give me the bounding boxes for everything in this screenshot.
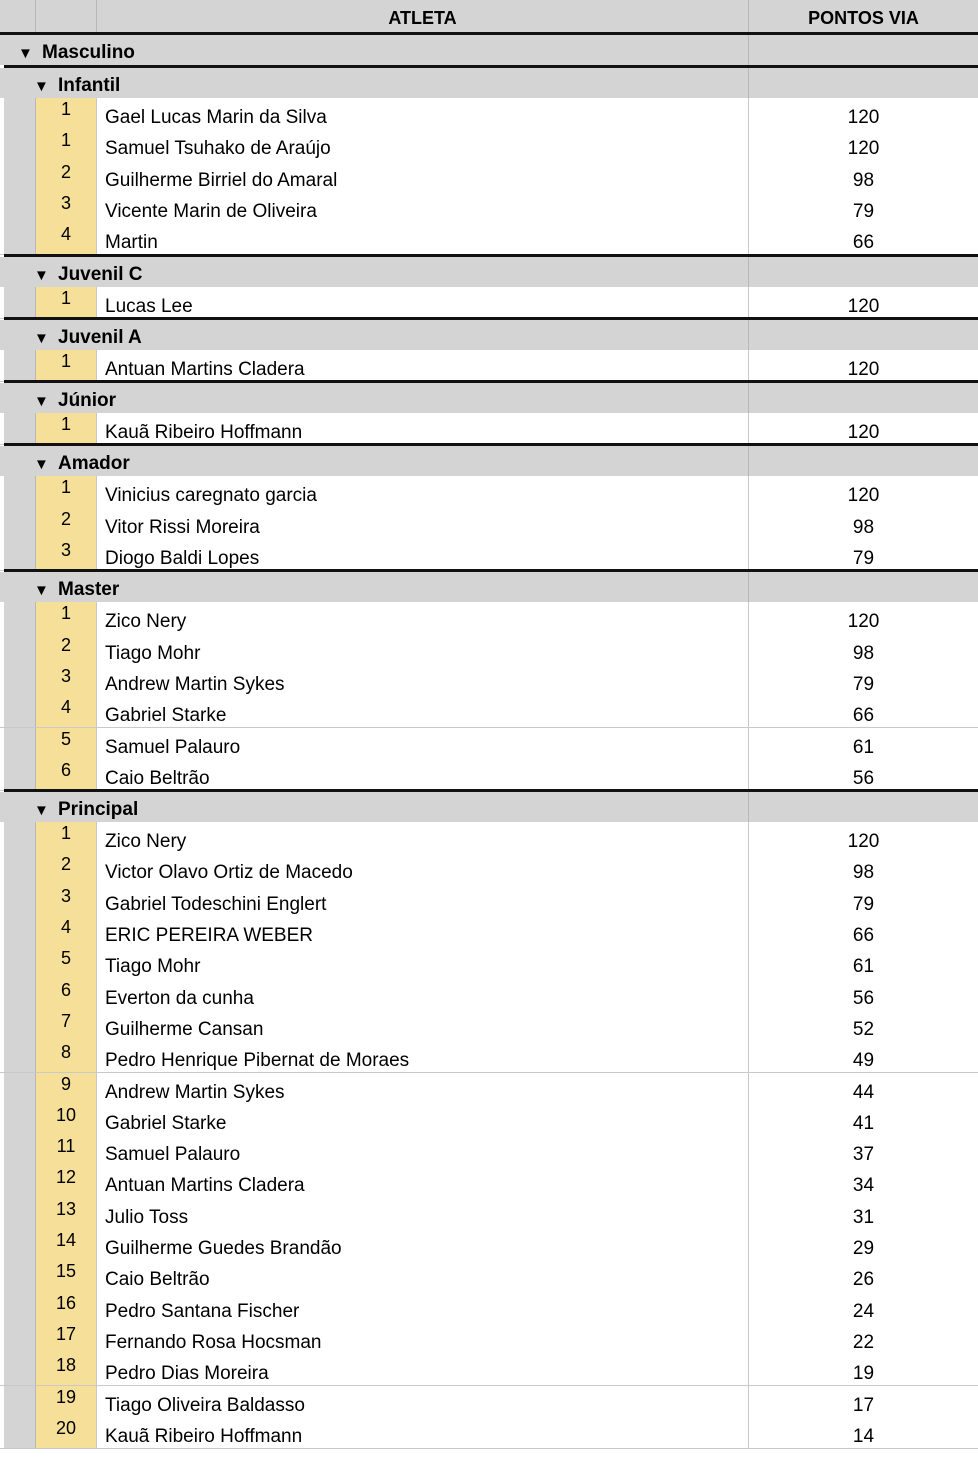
points-cell[interactable]: 98 xyxy=(852,169,875,191)
row-gutter xyxy=(4,1323,36,1354)
category-row[interactable] xyxy=(0,383,978,413)
points-cell[interactable]: 120 xyxy=(847,358,880,380)
group-label: Juvenil A xyxy=(58,326,142,348)
row-gutter xyxy=(4,98,36,129)
row-gutter xyxy=(4,129,36,160)
points-cell[interactable]: 37 xyxy=(852,1144,875,1166)
row-gutter xyxy=(4,885,36,916)
rank-cell[interactable]: 3 xyxy=(36,539,97,570)
points-cell[interactable]: 29 xyxy=(852,1238,875,1259)
rank-cell[interactable]: 3 xyxy=(36,885,97,916)
points-cell[interactable]: 24 xyxy=(852,1300,875,1322)
group-label: Principal xyxy=(58,799,139,821)
group-label-cell xyxy=(4,35,749,65)
rank-cell[interactable]: 4 xyxy=(36,916,97,947)
athlete-name-cell[interactable]: Vinicius caregnato garcia xyxy=(97,476,749,507)
row-gutter xyxy=(4,350,36,381)
points-cell[interactable]: 98 xyxy=(852,642,875,664)
athlete-name-cell[interactable]: Samuel Palauro xyxy=(97,728,749,759)
row-gutter xyxy=(4,979,36,1010)
rank-cell[interactable]: 3 xyxy=(36,665,97,696)
athlete-name-cell[interactable]: Pedro Dias Moreira xyxy=(97,1354,749,1385)
rank-cell[interactable]: 16 xyxy=(36,1292,97,1323)
group-points-cell xyxy=(749,572,978,602)
points-cell[interactable]: 79 xyxy=(852,548,875,569)
athlete-name-cell[interactable]: Caio Beltrão xyxy=(97,759,749,790)
athlete-name-cell[interactable]: Tiago Oliveira Baldasso xyxy=(97,1386,749,1417)
table-row[interactable] xyxy=(0,822,978,854)
points-cell[interactable]: 31 xyxy=(852,1206,875,1228)
rank-cell[interactable]: 1 xyxy=(36,98,97,129)
athlete-name-cell[interactable]: Martin xyxy=(97,223,749,254)
row-gutter xyxy=(4,413,36,444)
group-label-cell xyxy=(4,320,749,350)
rank-cell[interactable]: 14 xyxy=(36,1229,97,1260)
points-cell[interactable]: 120 xyxy=(847,485,880,507)
rank-cell[interactable]: 12 xyxy=(36,1166,97,1197)
group-label-cell xyxy=(4,383,749,413)
athlete-name-cell[interactable]: Tiago Mohr xyxy=(97,634,749,665)
points-cell[interactable]: 120 xyxy=(847,611,880,633)
row-gutter xyxy=(4,1229,36,1260)
rank-cell[interactable]: 18 xyxy=(36,1354,97,1385)
athlete-name-cell[interactable]: Zico Nery xyxy=(97,822,749,853)
group-label-cell xyxy=(4,68,749,98)
rank-cell[interactable]: 7 xyxy=(36,1010,97,1041)
athlete-name-cell[interactable]: Vitor Rissi Moreira xyxy=(97,508,749,539)
table-row[interactable] xyxy=(0,1104,978,1136)
athlete-name-cell[interactable]: Pedro Santana Fischer xyxy=(97,1292,749,1323)
points-cell[interactable]: 61 xyxy=(852,956,875,978)
athlete-name-cell[interactable]: ERIC PEREIRA WEBER xyxy=(97,916,749,947)
header-athlete[interactable]: ATLETA xyxy=(97,0,749,32)
rank-cell[interactable]: 11 xyxy=(36,1135,97,1166)
table-row[interactable] xyxy=(0,979,978,1011)
points-cell[interactable]: 17 xyxy=(852,1394,875,1416)
rank-cell[interactable]: 1 xyxy=(36,602,97,633)
athlete-name-cell[interactable]: Diogo Baldi Lopes xyxy=(97,539,749,570)
row-gutter xyxy=(4,1198,36,1229)
disclosure-triangle-down-icon[interactable]: ▼ xyxy=(34,582,49,600)
points-cell[interactable]: 98 xyxy=(852,862,875,884)
table-row[interactable] xyxy=(0,1135,978,1167)
row-gutter xyxy=(4,1386,36,1417)
table-row[interactable] xyxy=(0,1354,978,1386)
points-cell[interactable]: 34 xyxy=(852,1175,875,1197)
group-points-cell xyxy=(749,35,978,65)
points-cell[interactable]: 120 xyxy=(847,107,880,128)
rank-cell[interactable]: 2 xyxy=(36,508,97,539)
athlete-name-cell[interactable]: Vicente Marin de Oliveira xyxy=(97,192,749,223)
points-cell[interactable]: 120 xyxy=(847,831,880,853)
group-label: Amador xyxy=(58,453,130,475)
disclosure-triangle-down-icon[interactable]: ▼ xyxy=(34,393,49,411)
category-row[interactable] xyxy=(0,320,978,350)
row-gutter xyxy=(4,508,36,539)
rank-cell[interactable]: 19 xyxy=(36,1386,97,1417)
row-gutter xyxy=(4,665,36,696)
table-row[interactable] xyxy=(0,853,978,885)
rank-cell[interactable]: 6 xyxy=(36,759,97,790)
athlete-name-cell[interactable]: Antuan Martins Cladera xyxy=(97,1166,749,1197)
table-row[interactable] xyxy=(0,696,978,728)
row-gutter xyxy=(4,287,36,318)
table-row[interactable] xyxy=(0,1198,978,1230)
header-points[interactable]: PONTOS VIA xyxy=(749,0,978,32)
athlete-name-cell[interactable]: Samuel Palauro xyxy=(97,1135,749,1166)
points-cell[interactable]: 120 xyxy=(847,422,880,444)
row-gutter xyxy=(4,161,36,192)
group-points-cell xyxy=(749,320,978,350)
row-gutter xyxy=(4,1292,36,1323)
athlete-name-cell[interactable]: Victor Olavo Ortiz de Macedo xyxy=(97,853,749,884)
row-gutter xyxy=(4,476,36,507)
rank-cell[interactable]: 6 xyxy=(36,979,97,1010)
points-cell[interactable]: 61 xyxy=(852,736,875,758)
athlete-name-cell[interactable]: Gael Lucas Marin da Silva xyxy=(97,98,749,129)
row-gutter xyxy=(4,1166,36,1197)
rank-cell[interactable]: 8 xyxy=(36,1041,97,1072)
rank-cell[interactable]: 2 xyxy=(36,634,97,665)
category-row[interactable] xyxy=(0,792,978,822)
category-row[interactable] xyxy=(0,572,978,602)
rank-cell[interactable]: 1 xyxy=(36,822,97,853)
table-row[interactable] xyxy=(0,129,978,161)
points-cell[interactable]: 44 xyxy=(852,1081,875,1103)
table-row[interactable] xyxy=(0,602,978,634)
row-gutter xyxy=(4,1135,36,1166)
points-cell[interactable]: 79 xyxy=(852,200,875,222)
disclosure-triangle-down-icon[interactable]: ▼ xyxy=(18,45,33,62)
group-label-cell xyxy=(4,572,749,602)
athlete-name-cell[interactable]: Andrew Martin Sykes xyxy=(97,1073,749,1104)
athlete-name-cell[interactable]: Lucas Lee xyxy=(97,287,749,318)
athlete-name-cell[interactable]: Kauã Ribeiro Hoffmann xyxy=(97,1417,749,1448)
points-cell[interactable]: 41 xyxy=(852,1112,875,1134)
rank-cell[interactable]: 10 xyxy=(36,1104,97,1135)
athlete-name-cell[interactable]: Andrew Martin Sykes xyxy=(97,665,749,696)
points-cell[interactable]: 79 xyxy=(852,893,875,915)
table-row[interactable] xyxy=(0,1166,978,1198)
points-cell[interactable]: 98 xyxy=(852,516,875,538)
group-points-cell xyxy=(749,446,978,476)
table-row[interactable] xyxy=(0,759,978,791)
points-cell[interactable]: 52 xyxy=(852,1018,875,1040)
points-cell[interactable]: 56 xyxy=(852,767,875,789)
row-gutter xyxy=(4,1041,36,1072)
row-gutter xyxy=(4,947,36,978)
group-label-cell xyxy=(4,792,749,822)
rank-cell[interactable]: 4 xyxy=(36,223,97,254)
group-label-cell xyxy=(4,446,749,476)
athlete-name-cell[interactable]: Everton da cunha xyxy=(97,979,749,1010)
row-gutter xyxy=(4,634,36,665)
group-points-cell xyxy=(749,68,978,98)
table-row[interactable] xyxy=(0,413,978,445)
athlete-name-cell[interactable]: Kauã Ribeiro Hoffmann xyxy=(97,413,749,444)
athlete-name-cell[interactable]: Zico Nery xyxy=(97,602,749,633)
athlete-name-cell[interactable]: Antuan Martins Cladera xyxy=(97,350,749,381)
rank-cell[interactable]: 1 xyxy=(36,413,97,444)
points-cell[interactable]: 66 xyxy=(852,232,875,254)
athlete-name-cell[interactable]: Guilherme Cansan xyxy=(97,1010,749,1041)
table-row[interactable] xyxy=(0,1010,978,1042)
table-row[interactable] xyxy=(0,1041,978,1073)
category-row[interactable] xyxy=(0,446,978,476)
group-label-cell xyxy=(4,257,749,287)
table-row[interactable] xyxy=(0,665,978,697)
row-gutter xyxy=(4,1104,36,1135)
rank-cell[interactable]: 1 xyxy=(36,129,97,160)
points-cell[interactable]: 14 xyxy=(852,1425,875,1447)
row-gutter xyxy=(4,1354,36,1385)
group-label: Master xyxy=(58,579,120,601)
group-label: Júnior xyxy=(58,390,117,412)
row-gutter xyxy=(4,1417,36,1448)
rank-cell[interactable]: 4 xyxy=(36,696,97,727)
points-cell[interactable]: 26 xyxy=(852,1269,875,1291)
table-row[interactable] xyxy=(0,885,978,917)
rank-cell[interactable]: 13 xyxy=(36,1198,97,1229)
athlete-name-cell[interactable]: Guilherme Birriel do Amaral xyxy=(97,161,749,192)
row-gutter xyxy=(4,539,36,570)
row-gutter xyxy=(4,916,36,947)
rank-cell[interactable]: 1 xyxy=(36,287,97,318)
row-gutter xyxy=(4,1010,36,1041)
athlete-name-cell[interactable]: Pedro Henrique Pibernat de Moraes xyxy=(97,1041,749,1072)
row-gutter xyxy=(4,759,36,790)
athlete-name-cell[interactable]: Fernando Rosa Hocsman xyxy=(97,1323,749,1354)
disclosure-triangle-down-icon[interactable]: ▼ xyxy=(34,329,49,347)
group-row-masculino[interactable] xyxy=(0,35,978,65)
row-gutter xyxy=(4,1260,36,1291)
athlete-name-cell[interactable]: Gabriel Todeschini Englert xyxy=(97,885,749,916)
table-row[interactable] xyxy=(0,1386,978,1418)
athlete-name-cell[interactable]: Caio Beltrão xyxy=(97,1260,749,1291)
group-label: Masculino xyxy=(42,42,135,63)
rank-cell[interactable]: 2 xyxy=(36,161,97,192)
rank-cell[interactable]: 1 xyxy=(36,476,97,507)
row-gutter xyxy=(4,1073,36,1104)
row-gutter xyxy=(4,853,36,884)
table-row[interactable] xyxy=(0,1260,978,1292)
rank-cell[interactable]: 15 xyxy=(36,1260,97,1291)
rank-cell[interactable]: 20 xyxy=(36,1417,97,1448)
disclosure-triangle-down-icon[interactable]: ▼ xyxy=(34,802,49,820)
table-row[interactable] xyxy=(0,161,978,193)
table-row[interactable] xyxy=(0,350,978,382)
table-row[interactable] xyxy=(0,539,978,571)
table-row[interactable] xyxy=(0,634,978,666)
header-rank xyxy=(36,0,97,32)
table-row[interactable] xyxy=(0,508,978,540)
table-row[interactable] xyxy=(0,1323,978,1355)
table-row[interactable] xyxy=(0,98,978,130)
rank-cell[interactable]: 5 xyxy=(36,947,97,978)
athlete-name-cell[interactable]: Gabriel Starke xyxy=(97,1104,749,1135)
group-points-cell xyxy=(749,257,978,287)
rank-cell[interactable]: 2 xyxy=(36,853,97,884)
table-row[interactable] xyxy=(0,947,978,979)
disclosure-triangle-down-icon[interactable]: ▼ xyxy=(34,266,49,284)
points-cell[interactable]: 56 xyxy=(852,987,875,1009)
row-gutter xyxy=(4,223,36,254)
disclosure-triangle-down-icon[interactable]: ▼ xyxy=(34,456,49,474)
points-cell[interactable]: 79 xyxy=(852,673,875,695)
points-cell[interactable]: 66 xyxy=(852,925,875,946)
athlete-name-cell[interactable]: Guilherme Guedes Brandão xyxy=(97,1229,749,1260)
group-points-cell xyxy=(749,383,978,413)
table-row[interactable] xyxy=(0,1073,978,1105)
group-points-cell xyxy=(749,792,978,822)
row-gutter xyxy=(4,696,36,727)
category-row[interactable] xyxy=(0,68,978,98)
category-row[interactable] xyxy=(0,257,978,287)
disclosure-triangle-down-icon[interactable]: ▼ xyxy=(34,78,49,95)
table-row[interactable] xyxy=(0,1417,978,1449)
table-row[interactable] xyxy=(0,728,978,760)
athlete-name-cell[interactable]: Julio Toss xyxy=(97,1198,749,1229)
athlete-name-cell[interactable]: Tiago Mohr xyxy=(97,947,749,978)
row-gutter xyxy=(4,728,36,759)
table-row[interactable] xyxy=(0,1229,978,1261)
table-header xyxy=(0,0,978,32)
table-row[interactable] xyxy=(0,223,978,255)
points-cell[interactable]: 19 xyxy=(852,1363,875,1385)
group-label: Infantil xyxy=(58,75,121,96)
points-cell[interactable]: 22 xyxy=(852,1331,875,1353)
rank-cell[interactable]: 1 xyxy=(36,350,97,381)
table-row[interactable] xyxy=(0,287,978,319)
rank-cell[interactable]: 9 xyxy=(36,1073,97,1104)
table-row[interactable] xyxy=(0,476,978,508)
points-cell[interactable]: 120 xyxy=(847,295,880,317)
points-cell[interactable]: 49 xyxy=(852,1050,875,1072)
row-gutter xyxy=(4,822,36,853)
points-cell[interactable]: 120 xyxy=(847,138,880,160)
row-gutter xyxy=(4,602,36,633)
athlete-name-cell[interactable]: Gabriel Starke xyxy=(97,696,749,727)
row-gutter xyxy=(4,192,36,223)
table-row[interactable] xyxy=(0,1292,978,1324)
header-corner xyxy=(0,0,36,32)
rank-cell[interactable]: 3 xyxy=(36,192,97,223)
table-row[interactable] xyxy=(0,192,978,224)
rank-cell[interactable]: 17 xyxy=(36,1323,97,1354)
group-label: Juvenil C xyxy=(58,263,143,285)
table-row[interactable] xyxy=(0,916,978,948)
points-cell[interactable]: 66 xyxy=(852,705,875,727)
rank-cell[interactable]: 5 xyxy=(36,728,97,759)
athlete-name-cell[interactable]: Samuel Tsuhako de Araújo xyxy=(97,129,749,160)
